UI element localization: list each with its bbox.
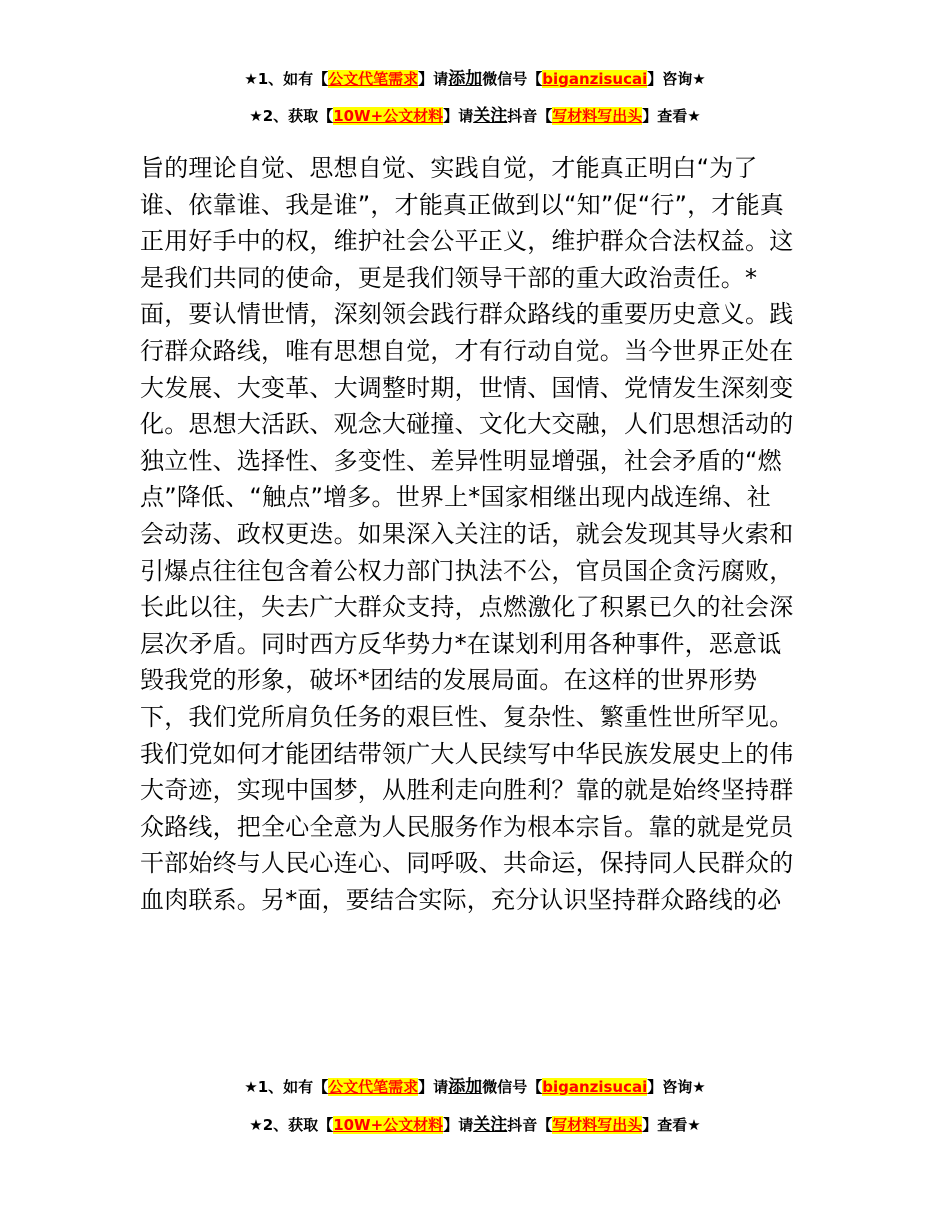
top-banner-line-2	[0, 105, 950, 127]
body-line: 正用好手中的权，维护社会公平正义，维护群众合法权益。这	[140, 227, 794, 256]
douyin-highlight: 写材料写出头	[552, 107, 643, 125]
body-line: 众路线，把全心全意为人民服务作为根本宗旨。靠的就是党员	[140, 812, 794, 841]
body-line: 谁、依靠谁、我是谁”，才能真正做到以“知”促“行”，才能真	[140, 190, 784, 219]
banner-emphasis: 添加	[448, 1077, 483, 1097]
banner-prefix: ★2、获取【	[249, 107, 334, 125]
body-line: 层次矛盾。同时西方反华势力*在谋划利用各种事件，恶意诋	[140, 629, 782, 658]
body-line: 干部始终与人民心连心、同呼吸、共命运，保持同人民群众的	[140, 849, 794, 878]
banner-suffix: 】查看★	[642, 1116, 701, 1134]
body-line: 血肉联系。另*面，要结合实际，充分认识坚持群众路线的必	[140, 885, 782, 914]
body-line: 面，要认情世情，深刻领会践行群众路线的重要历史意义。践	[140, 300, 794, 329]
body-line: 引爆点往往包含着公权力部门执法不公，官员国企贪污腐败，	[140, 556, 794, 585]
body-line: 大发展、大变革、大调整时期，世情、国情、党情发生深刻变	[140, 373, 794, 402]
banner-prefix: ★1、如有【	[244, 1078, 329, 1096]
banner-suffix: 】查看★	[642, 107, 701, 125]
banner-emphasis: 关注	[473, 106, 508, 126]
body-line: 行群众路线，唯有思想自觉，才有行动自觉。当今世界正处在	[140, 336, 794, 365]
materials-highlight: 10W+公文材料	[333, 107, 444, 125]
banner-text: 微信号【	[482, 70, 543, 88]
banner-text: 】请	[443, 107, 474, 125]
body-line: 独立性、选择性、多变性、差异性明显增强，社会矛盾的“燃	[140, 446, 782, 475]
body-line: 我们党如何才能团结带领广大人民续写中华民族发展史上的伟	[140, 739, 794, 768]
body-line: 毁我党的形象，破坏*团结的发展局面。在这样的世界形势	[140, 666, 758, 695]
body-line: 下，我们党所肩负任务的艰巨性、复杂性、繁重性世所罕见。	[140, 702, 794, 731]
banner-text: 抖音【	[507, 1116, 553, 1134]
banner-text: 微信号【	[482, 1078, 543, 1096]
ghostwriting-highlight: 公文代笔需求	[328, 70, 419, 88]
banner-prefix: ★1、如有【	[244, 70, 329, 88]
wechat-id-highlight: biganzisucai	[542, 1078, 648, 1096]
banner-text: 】请	[418, 70, 449, 88]
banner-prefix: ★2、获取【	[249, 1116, 334, 1134]
banner-text: 】请	[418, 1078, 449, 1096]
body-line: 化。思想大活跃、观念大碰撞、文化大交融，人们思想活动的	[140, 410, 794, 439]
body-line: 大奇迹，实现中国梦，从胜利走向胜利？靠的就是始终坚持群	[140, 776, 794, 805]
materials-highlight: 10W+公文材料	[333, 1116, 444, 1134]
wechat-id-highlight: biganzisucai	[542, 70, 648, 88]
body-line: 旨的理论自觉、思想自觉、实践自觉，才能真正明白“为了	[140, 154, 758, 182]
document-body	[140, 150, 812, 918]
banner-emphasis: 关注	[473, 1115, 508, 1135]
banner-emphasis: 添加	[448, 69, 483, 89]
banner-suffix: 】咨询★	[647, 1078, 706, 1096]
douyin-highlight: 写材料写出头	[552, 1116, 643, 1134]
body-line: 点”降低、“触点”增多。世界上*国家相继出现内战连绵、社	[140, 483, 771, 512]
body-line: 是我们共同的使命，更是我们领导干部的重大政治责任。*	[140, 263, 758, 292]
banner-text: 抖音【	[507, 107, 553, 125]
banner-text: 】请	[443, 1116, 474, 1134]
top-banner-line-1	[0, 68, 950, 90]
body-line: 会动荡、政权更迭。如果深入关注的话，就会发现其导火索和	[140, 519, 794, 548]
banner-suffix: 】咨询★	[647, 70, 706, 88]
bottom-banner-line-1	[0, 1076, 950, 1098]
bottom-banner-line-2	[0, 1114, 950, 1136]
ghostwriting-highlight: 公文代笔需求	[328, 1078, 419, 1096]
body-line: 长此以往，失去广大群众支持，点燃激化了积累已久的社会深	[140, 593, 794, 622]
